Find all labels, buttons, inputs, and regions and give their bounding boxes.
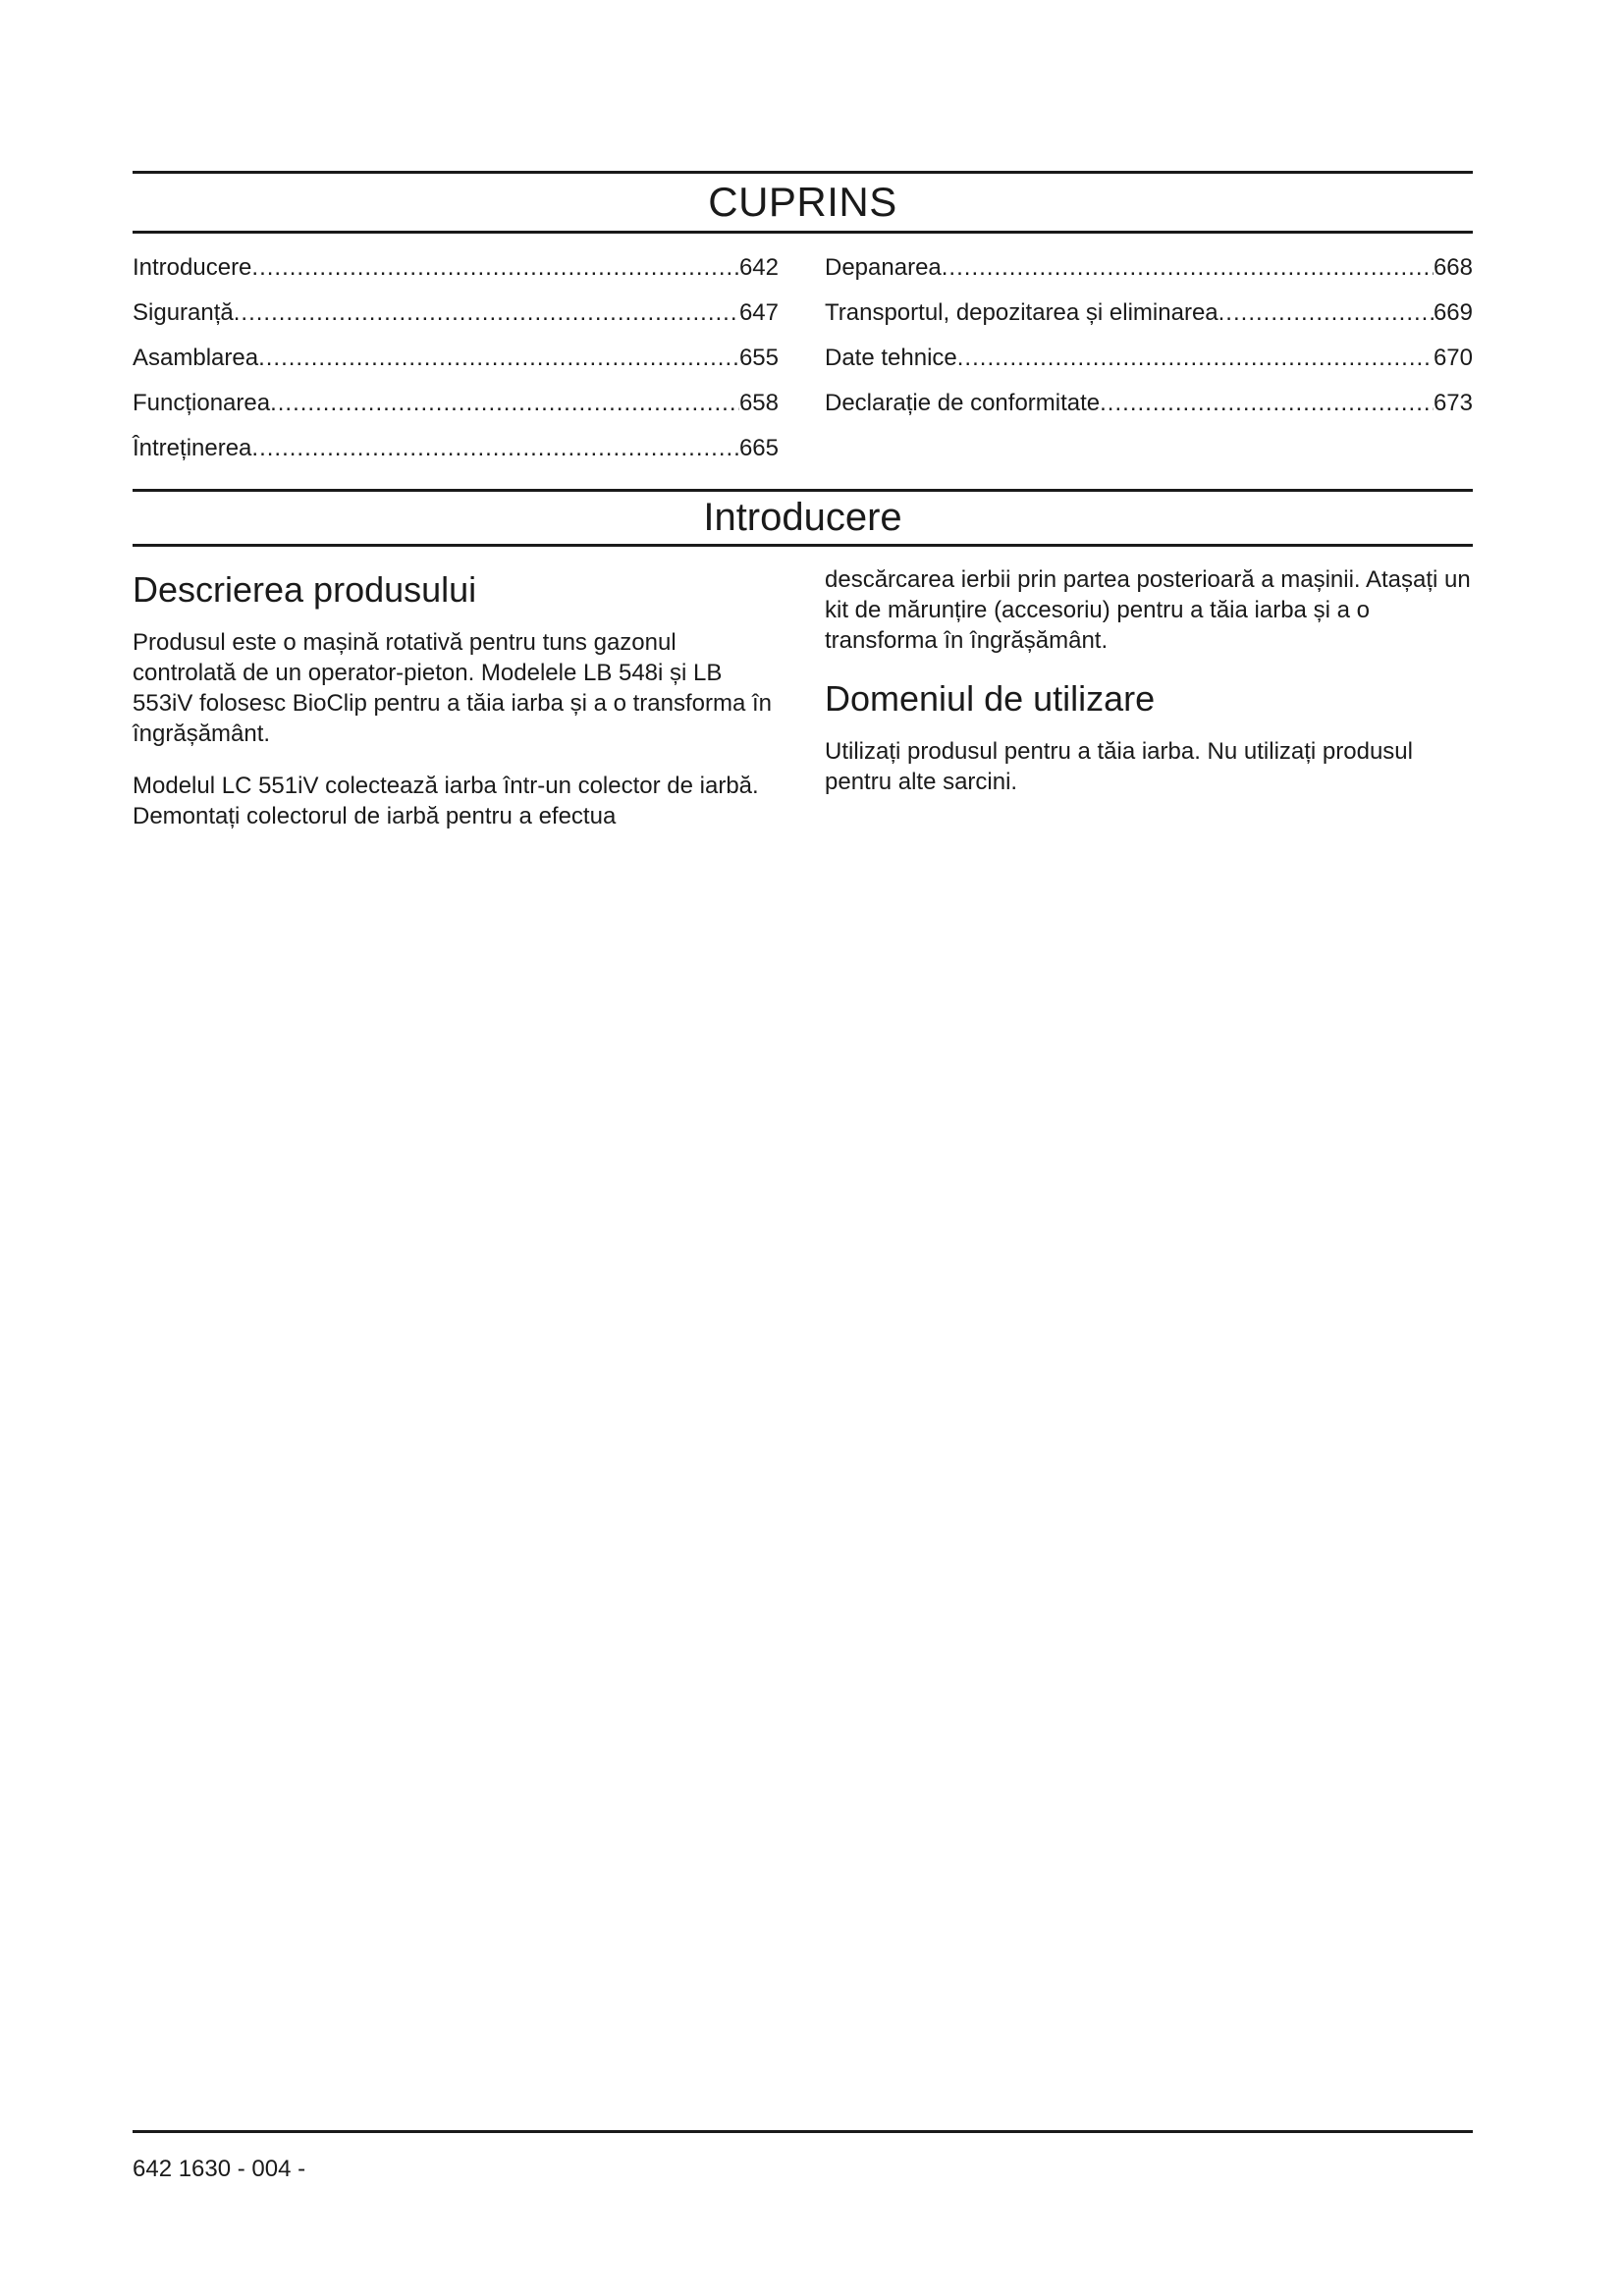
toc-column-right — [825, 245, 1473, 471]
table-of-contents — [133, 245, 1473, 471]
usage-paragraph: Utilizați produsul pentru a tăia iarba. Nu utilizați produsul pentru alte sarcini. — [825, 738, 1413, 795]
toc-entry[interactable] — [133, 426, 779, 471]
toc-entry[interactable] — [825, 381, 1473, 426]
toc-entry-page: 647 — [738, 299, 779, 326]
toc-entry[interactable] — [825, 245, 1473, 291]
toc-entry-label: Introducere — [133, 254, 252, 281]
toc-entry-label: Întreținerea — [133, 435, 252, 461]
toc-entry-page: 670 — [1433, 345, 1473, 371]
usage-heading: Domeniul de utilizare — [825, 678, 1156, 719]
toc-entry-page: 668 — [1433, 254, 1473, 281]
toc-leader-dots — [251, 426, 739, 471]
description-paragraph-2-start: Modelul LC 551iV colectează iarba într-un colector de iarbă. Demontați colectorul de iarbă pentru a efectua — [133, 773, 759, 829]
document-page — [133, 171, 1473, 2242]
toc-entry[interactable] — [133, 291, 779, 336]
toc-entry-label: Declarație de conformitate — [825, 390, 1101, 416]
content-column-right — [825, 568, 1473, 853]
toc-entry[interactable] — [825, 336, 1473, 381]
toc-title: CUPRINS — [708, 179, 897, 225]
toc-entry-label: Transportul, depozitarea și eliminarea — [825, 299, 1218, 326]
toc-entry-page: 658 — [738, 390, 779, 416]
toc-entry[interactable] — [825, 291, 1473, 336]
toc-entry[interactable] — [133, 381, 779, 426]
toc-leader-dots — [957, 336, 1434, 381]
toc-entry-page: 655 — [738, 345, 779, 371]
toc-entry-label: Funcționarea — [133, 390, 271, 416]
toc-entry-label: Date tehnice — [825, 345, 957, 371]
toc-entry-label: Siguranță — [133, 299, 234, 326]
description-heading: Descrierea produsului — [133, 569, 477, 610]
toc-entry-page: 673 — [1433, 390, 1473, 416]
toc-entry-page: 669 — [1433, 299, 1473, 326]
toc-leader-dots — [258, 336, 739, 381]
toc-leader-dots — [251, 245, 739, 291]
toc-header — [133, 171, 1473, 234]
intro-section-title: Introducere — [703, 496, 902, 539]
toc-leader-dots — [1100, 381, 1434, 426]
document-number: 642 1630 - 004 - — [133, 2156, 306, 2182]
toc-entry-label: Asamblarea — [133, 345, 259, 371]
toc-entry-label: Depanarea — [825, 254, 942, 281]
intro-content — [133, 568, 1473, 853]
description-paragraph-1: Produsul este o mașină rotativă pentru tuns gazonul controlată de un operator-pieton. Modelele LB 548i și LB 553iV folosesc BioClip pentru a tăia iarba și a o transforma în îngrășământ. — [133, 629, 773, 747]
toc-leader-dots — [234, 291, 739, 336]
toc-column-left — [133, 245, 779, 471]
description-paragraph-2-continued: descărcarea ierbii prin partea posterioară a mașinii. Atașați un kit de mărunțire (accesoriu) pentru a tăia iarba și a o transforma în îngrășământ. — [825, 566, 1471, 654]
toc-entry-page: 642 — [738, 254, 779, 281]
toc-entry[interactable] — [133, 245, 779, 291]
intro-section-header — [133, 489, 1473, 547]
toc-entry-page: 665 — [738, 435, 779, 461]
toc-leader-dots — [942, 245, 1434, 291]
toc-leader-dots — [1218, 291, 1434, 336]
content-column-left — [133, 568, 779, 853]
toc-entry[interactable] — [133, 336, 779, 381]
toc-leader-dots — [270, 381, 739, 426]
page-footer — [133, 2130, 1473, 2184]
